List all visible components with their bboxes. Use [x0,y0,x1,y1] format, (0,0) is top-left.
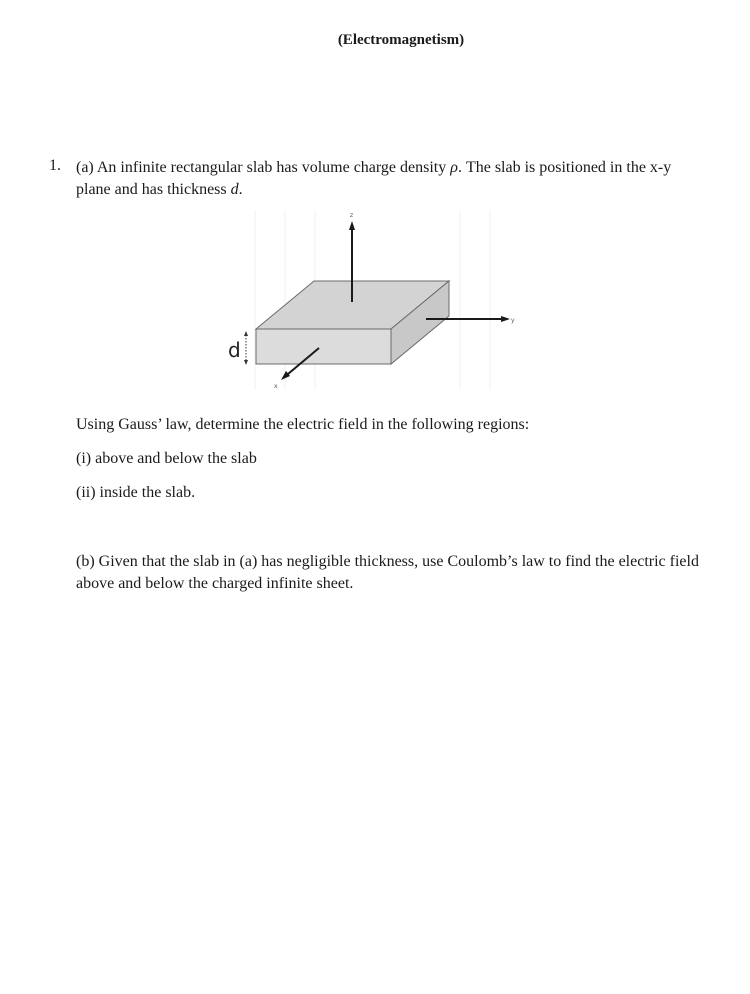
slab-diagram [200,205,540,395]
region-ii-text: (ii) inside the slab. [76,484,196,501]
z-axis-arrowhead [349,221,355,230]
y-axis-label: y [511,317,515,324]
slab-front-face [256,329,391,364]
thickness-arrow-up [244,331,248,336]
y-axis-arrowhead [501,316,510,322]
z-axis-label: z [350,212,354,219]
part-a-mid: . The slab is positioned in the x-y plane and has thickness [76,159,672,198]
thickness-handwritten-label: d [228,338,241,362]
thickness-arrow-down [244,360,248,365]
instruction-text: Using Gauss’ law, determine the electric field in the following regions: [76,416,530,433]
question-part-a [76,157,706,201]
thickness-symbol: d [230,181,239,198]
question-part-b: (b) Given that the slab in (a) has negligible thickness, use Coulomb’s law to find the electric field above and below the charged infinite sheet. [76,553,699,592]
part-a-lead: (a) An infinite rectangular slab has volume charge density [76,159,451,176]
slab-figure [200,205,540,395]
part-a-end: . [238,181,243,198]
page-title: (Electromagnetism) [337,32,465,48]
rho-symbol: ρ [450,159,458,176]
region-i-text: (i) above and below the slab [76,450,257,467]
x-axis-label: x [274,383,278,390]
question-number: 1. [49,157,61,174]
